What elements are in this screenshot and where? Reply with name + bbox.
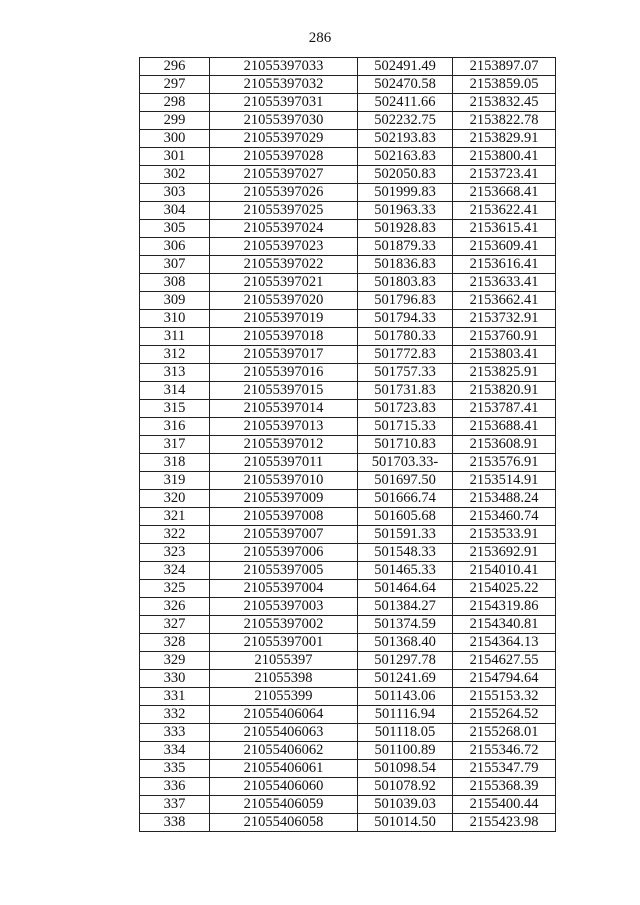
y-coordinate-cell: 2154794.64 [453, 670, 556, 688]
table-row [140, 634, 556, 652]
y-coordinate-cell: 2153820.91 [453, 382, 556, 400]
x-coordinate-cell: 501100.89 [358, 742, 453, 760]
row-number-cell: 299 [140, 112, 210, 130]
x-coordinate-cell: 501794.33 [358, 310, 453, 328]
x-coordinate-cell: 501368.40 [358, 634, 453, 652]
point-code-cell: 21055397014 [210, 400, 358, 418]
point-code-cell: 21055397021 [210, 274, 358, 292]
x-coordinate-cell: 502193.83 [358, 130, 453, 148]
x-coordinate-cell: 501241.69 [358, 670, 453, 688]
table-row [140, 526, 556, 544]
table-row [140, 436, 556, 454]
row-number-cell: 310 [140, 310, 210, 328]
coordinates-table-body [140, 58, 556, 832]
row-number-cell: 335 [140, 760, 210, 778]
point-code-cell: 21055406062 [210, 742, 358, 760]
row-number-cell: 328 [140, 634, 210, 652]
table-row [140, 76, 556, 94]
x-coordinate-cell: 501710.83 [358, 436, 453, 454]
y-coordinate-cell: 2153460.74 [453, 508, 556, 526]
x-coordinate-cell: 501374.59 [358, 616, 453, 634]
table-row [140, 670, 556, 688]
x-coordinate-cell: 501464.64 [358, 580, 453, 598]
x-coordinate-cell: 501297.78 [358, 652, 453, 670]
x-coordinate-cell: 501697.50 [358, 472, 453, 490]
point-code-cell: 21055397006 [210, 544, 358, 562]
y-coordinate-cell: 2155368.39 [453, 778, 556, 796]
row-number-cell: 322 [140, 526, 210, 544]
point-code-cell: 21055397002 [210, 616, 358, 634]
row-number-cell: 297 [140, 76, 210, 94]
table-row [140, 94, 556, 112]
y-coordinate-cell: 2153576.91 [453, 454, 556, 472]
row-number-cell: 302 [140, 166, 210, 184]
y-coordinate-cell: 2153622.41 [453, 202, 556, 220]
y-coordinate-cell: 2155400.44 [453, 796, 556, 814]
y-coordinate-cell: 2153800.41 [453, 148, 556, 166]
row-number-cell: 330 [140, 670, 210, 688]
row-number-cell: 305 [140, 220, 210, 238]
y-coordinate-cell: 2153616.41 [453, 256, 556, 274]
x-coordinate-cell: 501666.74 [358, 490, 453, 508]
row-number-cell: 308 [140, 274, 210, 292]
row-number-cell: 331 [140, 688, 210, 706]
row-number-cell: 334 [140, 742, 210, 760]
table-row [140, 166, 556, 184]
x-coordinate-cell: 501703.33- [358, 454, 453, 472]
x-coordinate-cell: 501014.50 [358, 814, 453, 832]
x-coordinate-cell: 502232.75 [358, 112, 453, 130]
table-row [140, 418, 556, 436]
table-row [140, 310, 556, 328]
point-code-cell: 21055399 [210, 688, 358, 706]
x-coordinate-cell: 502491.49 [358, 58, 453, 76]
point-code-cell: 21055397011 [210, 454, 358, 472]
y-coordinate-cell: 2154364.13 [453, 634, 556, 652]
y-coordinate-cell: 2153688.41 [453, 418, 556, 436]
y-coordinate-cell: 2153514.91 [453, 472, 556, 490]
row-number-cell: 301 [140, 148, 210, 166]
table-row [140, 130, 556, 148]
x-coordinate-cell: 501143.06 [358, 688, 453, 706]
point-code-cell: 21055397018 [210, 328, 358, 346]
point-code-cell: 21055406060 [210, 778, 358, 796]
point-code-cell: 21055397024 [210, 220, 358, 238]
row-number-cell: 323 [140, 544, 210, 562]
y-coordinate-cell: 2155347.79 [453, 760, 556, 778]
table-row [140, 724, 556, 742]
y-coordinate-cell: 2153859.05 [453, 76, 556, 94]
point-code-cell: 21055397029 [210, 130, 358, 148]
y-coordinate-cell: 2153760.91 [453, 328, 556, 346]
row-number-cell: 321 [140, 508, 210, 526]
y-coordinate-cell: 2153662.41 [453, 292, 556, 310]
point-code-cell: 21055397013 [210, 418, 358, 436]
x-coordinate-cell: 501757.33 [358, 364, 453, 382]
table-row [140, 256, 556, 274]
row-number-cell: 327 [140, 616, 210, 634]
table-row [140, 706, 556, 724]
y-coordinate-cell: 2153488.24 [453, 490, 556, 508]
x-coordinate-cell: 502050.83 [358, 166, 453, 184]
row-number-cell: 326 [140, 598, 210, 616]
point-code-cell: 21055406061 [210, 760, 358, 778]
point-code-cell: 21055397030 [210, 112, 358, 130]
x-coordinate-cell: 501078.92 [358, 778, 453, 796]
x-coordinate-cell: 501723.83 [358, 400, 453, 418]
table-row [140, 472, 556, 490]
y-coordinate-cell: 2153609.41 [453, 238, 556, 256]
row-number-cell: 318 [140, 454, 210, 472]
row-number-cell: 337 [140, 796, 210, 814]
x-coordinate-cell: 501039.03 [358, 796, 453, 814]
table-row [140, 292, 556, 310]
row-number-cell: 307 [140, 256, 210, 274]
page-number: 286 [308, 30, 332, 46]
x-coordinate-cell: 501731.83 [358, 382, 453, 400]
table-row [140, 814, 556, 832]
y-coordinate-cell: 2153668.41 [453, 184, 556, 202]
x-coordinate-cell: 501803.83 [358, 274, 453, 292]
table-row [140, 688, 556, 706]
point-code-cell: 21055397022 [210, 256, 358, 274]
point-code-cell: 21055397 [210, 652, 358, 670]
x-coordinate-cell: 502163.83 [358, 148, 453, 166]
row-number-cell: 319 [140, 472, 210, 490]
point-code-cell: 21055406059 [210, 796, 358, 814]
table-row [140, 220, 556, 238]
point-code-cell: 21055397009 [210, 490, 358, 508]
row-number-cell: 300 [140, 130, 210, 148]
y-coordinate-cell: 2153533.91 [453, 526, 556, 544]
row-number-cell: 314 [140, 382, 210, 400]
x-coordinate-cell: 502470.58 [358, 76, 453, 94]
table-row [140, 616, 556, 634]
table-row [140, 202, 556, 220]
y-coordinate-cell: 2153732.91 [453, 310, 556, 328]
row-number-cell: 296 [140, 58, 210, 76]
point-code-cell: 21055397016 [210, 364, 358, 382]
table-row [140, 544, 556, 562]
y-coordinate-cell: 2154340.81 [453, 616, 556, 634]
x-coordinate-cell: 501465.33 [358, 562, 453, 580]
row-number-cell: 313 [140, 364, 210, 382]
table-row [140, 148, 556, 166]
row-number-cell: 316 [140, 418, 210, 436]
y-coordinate-cell: 2153832.45 [453, 94, 556, 112]
x-coordinate-cell: 501715.33 [358, 418, 453, 436]
table-row [140, 778, 556, 796]
y-coordinate-cell: 2153825.91 [453, 364, 556, 382]
table-row [140, 454, 556, 472]
point-code-cell: 21055397032 [210, 76, 358, 94]
point-code-cell: 21055397028 [210, 148, 358, 166]
point-code-cell: 21055406058 [210, 814, 358, 832]
point-code-cell: 21055397015 [210, 382, 358, 400]
point-code-cell: 21055397031 [210, 94, 358, 112]
x-coordinate-cell: 501591.33 [358, 526, 453, 544]
row-number-cell: 317 [140, 436, 210, 454]
row-number-cell: 311 [140, 328, 210, 346]
x-coordinate-cell: 502411.66 [358, 94, 453, 112]
y-coordinate-cell: 2153803.41 [453, 346, 556, 364]
row-number-cell: 303 [140, 184, 210, 202]
y-coordinate-cell: 2155268.01 [453, 724, 556, 742]
y-coordinate-cell: 2153615.41 [453, 220, 556, 238]
x-coordinate-cell: 501384.27 [358, 598, 453, 616]
x-coordinate-cell: 501605.68 [358, 508, 453, 526]
y-coordinate-cell: 2155264.52 [453, 706, 556, 724]
point-code-cell: 21055397020 [210, 292, 358, 310]
x-coordinate-cell: 501118.05 [358, 724, 453, 742]
table-row [140, 508, 556, 526]
x-coordinate-cell: 501963.33 [358, 202, 453, 220]
x-coordinate-cell: 501780.33 [358, 328, 453, 346]
point-code-cell: 21055397005 [210, 562, 358, 580]
table-row [140, 490, 556, 508]
point-code-cell: 21055397012 [210, 436, 358, 454]
table-row [140, 364, 556, 382]
point-code-cell: 21055406064 [210, 706, 358, 724]
row-number-cell: 332 [140, 706, 210, 724]
coordinates-table [139, 57, 556, 832]
point-code-cell: 21055397010 [210, 472, 358, 490]
y-coordinate-cell: 2153822.78 [453, 112, 556, 130]
row-number-cell: 324 [140, 562, 210, 580]
table-row [140, 238, 556, 256]
point-code-cell: 21055397019 [210, 310, 358, 328]
table-row [140, 562, 556, 580]
point-code-cell: 21055397003 [210, 598, 358, 616]
table-row [140, 760, 556, 778]
row-number-cell: 312 [140, 346, 210, 364]
row-number-cell: 315 [140, 400, 210, 418]
x-coordinate-cell: 501999.83 [358, 184, 453, 202]
y-coordinate-cell: 2154627.55 [453, 652, 556, 670]
row-number-cell: 336 [140, 778, 210, 796]
table-row [140, 346, 556, 364]
table-row [140, 274, 556, 292]
y-coordinate-cell: 2153829.91 [453, 130, 556, 148]
row-number-cell: 298 [140, 94, 210, 112]
row-number-cell: 325 [140, 580, 210, 598]
point-code-cell: 21055397001 [210, 634, 358, 652]
table-row [140, 382, 556, 400]
point-code-cell: 21055397023 [210, 238, 358, 256]
y-coordinate-cell: 2154010.41 [453, 562, 556, 580]
table-row [140, 742, 556, 760]
row-number-cell: 309 [140, 292, 210, 310]
y-coordinate-cell: 2153723.41 [453, 166, 556, 184]
y-coordinate-cell: 2153897.07 [453, 58, 556, 76]
table-row [140, 652, 556, 670]
point-code-cell: 21055406063 [210, 724, 358, 742]
point-code-cell: 21055398 [210, 670, 358, 688]
row-number-cell: 320 [140, 490, 210, 508]
table-row [140, 796, 556, 814]
y-coordinate-cell: 2153692.91 [453, 544, 556, 562]
y-coordinate-cell: 2153633.41 [453, 274, 556, 292]
point-code-cell: 21055397008 [210, 508, 358, 526]
row-number-cell: 329 [140, 652, 210, 670]
y-coordinate-cell: 2155346.72 [453, 742, 556, 760]
table-row [140, 58, 556, 76]
x-coordinate-cell: 501836.83 [358, 256, 453, 274]
point-code-cell: 21055397004 [210, 580, 358, 598]
x-coordinate-cell: 501116.94 [358, 706, 453, 724]
x-coordinate-cell: 501548.33 [358, 544, 453, 562]
row-number-cell: 338 [140, 814, 210, 832]
table-row [140, 184, 556, 202]
row-number-cell: 304 [140, 202, 210, 220]
x-coordinate-cell: 501879.33 [358, 238, 453, 256]
table-row [140, 580, 556, 598]
row-number-cell: 306 [140, 238, 210, 256]
y-coordinate-cell: 2153608.91 [453, 436, 556, 454]
x-coordinate-cell: 501928.83 [358, 220, 453, 238]
y-coordinate-cell: 2155153.32 [453, 688, 556, 706]
y-coordinate-cell: 2154319.86 [453, 598, 556, 616]
point-code-cell: 21055397027 [210, 166, 358, 184]
y-coordinate-cell: 2153787.41 [453, 400, 556, 418]
table-row [140, 112, 556, 130]
point-code-cell: 21055397025 [210, 202, 358, 220]
y-coordinate-cell: 2155423.98 [453, 814, 556, 832]
point-code-cell: 21055397007 [210, 526, 358, 544]
point-code-cell: 21055397017 [210, 346, 358, 364]
y-coordinate-cell: 2154025.22 [453, 580, 556, 598]
table-row [140, 328, 556, 346]
x-coordinate-cell: 501796.83 [358, 292, 453, 310]
x-coordinate-cell: 501772.83 [358, 346, 453, 364]
table-row [140, 400, 556, 418]
point-code-cell: 21055397026 [210, 184, 358, 202]
row-number-cell: 333 [140, 724, 210, 742]
table-row [140, 598, 556, 616]
point-code-cell: 21055397033 [210, 58, 358, 76]
x-coordinate-cell: 501098.54 [358, 760, 453, 778]
